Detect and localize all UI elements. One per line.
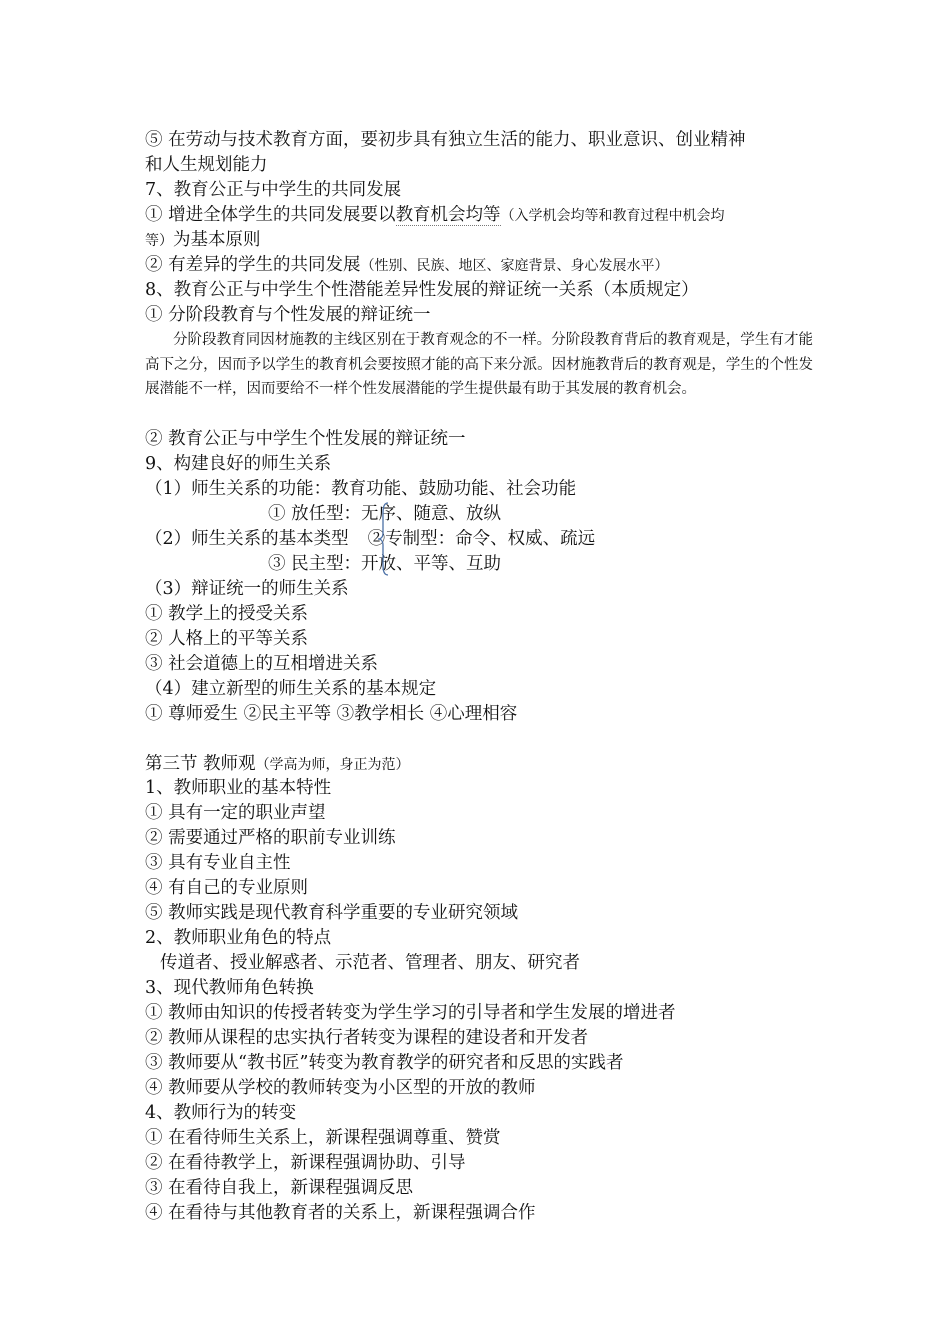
section-heading-1: 1、教师职业的基本特性 — [145, 778, 332, 798]
text-line: ② 需要通过严格的职前专业训练 — [145, 828, 396, 848]
section-heading-9: 9、构建良好的师生关系 — [145, 454, 332, 474]
text-line — [145, 253, 669, 278]
text-line: ① 尊师爱生 ②民主平等 ③教学相长 ④心理相容 — [145, 704, 518, 724]
text-segment: 为基本原则 — [173, 230, 261, 250]
text-line — [145, 228, 261, 253]
text-segment: （2）师生关系的基本类型 — [145, 529, 349, 549]
chapter-heading — [145, 752, 410, 777]
text-segment: ① 增进全体学生的共同发展要以 — [145, 205, 396, 225]
text-line: ① 分阶段教育与个性发展的辩证统一 — [145, 305, 431, 325]
text-line: （3）辩证统一的师生关系 — [145, 579, 349, 599]
type-item-democratic: ③ 民主型：开放、平等、互助 — [268, 554, 502, 574]
text-line: ① 具有一定的职业声望 — [145, 803, 326, 823]
text-line: （4）建立新型的师生关系的基本规定 — [145, 679, 437, 699]
section-heading-2: 2、教师职业角色的特点 — [145, 928, 332, 948]
text-line: ② 教师从课程的忠实执行者转变为课程的建设者和开发者 — [145, 1028, 589, 1048]
text-note: 等） — [145, 233, 173, 249]
body-paragraph: 分阶段教育同因材施教的主线区别在于教育观念的不一样。分阶段教育背后的教育观是，学生有才能高下之分，因而予以学生的教育机会要按照才能的高下来分派。因材施教背后的教育观是，学生的个性发展潜能不一样，因而要给不一样个性发展潜能的学生提供最有助于其发展的教育机会。 — [145, 332, 813, 398]
text-note: （性别、民族、地区、家庭背景、身心发展水平） — [360, 258, 669, 274]
text-note: （入学机会均等和教育过程中机会均 — [500, 208, 725, 224]
text-line: ④ 有自己的专业原则 — [145, 878, 309, 898]
text-line: ④ 在看待与其他教育者的关系上，新课程强调合作 — [145, 1203, 536, 1223]
text-segment: 第三节 教师观 — [145, 754, 256, 774]
type-item-laissez-faire: ① 放任型：无序、随意、放纵 — [268, 504, 502, 524]
brace-icon — [376, 502, 390, 576]
text-line: 传道者、授业解惑者、示范者、管理者、朋友、研究者 — [160, 953, 580, 973]
text-note: （学高为师，身正为范） — [255, 757, 410, 773]
text-line: ② 人格上的平等关系 — [145, 629, 309, 649]
text-line — [145, 527, 595, 551]
section-heading-3: 3、现代教师角色转换 — [145, 978, 314, 998]
text-line: ② 在看待教学上，新课程强调协助、引导 — [145, 1153, 466, 1173]
text-line: ⑤ 教师实践是现代教育科学重要的专业研究领域 — [145, 903, 519, 923]
text-line: ④ 教师要从学校的教师转变为小区型的开放的教师 — [145, 1078, 536, 1098]
section-heading-7: 7、教育公正与中学生的共同发展 — [145, 180, 402, 200]
text-segment-underlined: 教育机会均等 — [395, 205, 501, 225]
text-line: ③ 教师要从“教书匠”转变为教育教学的研究者和反思的实践者 — [145, 1053, 624, 1073]
text-line: ③ 具有专业自主性 — [145, 853, 291, 873]
text-line: ① 教师由知识的传授者转变为学生学习的引导者和学生发展的增进者 — [145, 1003, 676, 1023]
text-line — [145, 203, 725, 228]
text-line: ③ 在看待自我上，新课程强调反思 — [145, 1178, 414, 1198]
section-heading-8: 8、教育公正与中学生个性潜能差异性发展的辩证统一关系（本质规定） — [145, 280, 699, 300]
text-line: （1）师生关系的功能：教育功能、鼓励功能、社会功能 — [145, 479, 577, 499]
text-line: ① 在看待师生关系上，新课程强调尊重、赞赏 — [145, 1128, 501, 1148]
text-line: ⑤ 在劳动与技术教育方面，要初步具有独立生活的能力、职业意识、创业精神 — [145, 130, 746, 150]
text-line: ③ 社会道德上的互相增进关系 — [145, 654, 379, 674]
text-line: ① 教学上的授受关系 — [145, 604, 309, 624]
text-segment: ② 有差异的学生的共同发展 — [145, 255, 361, 275]
section-heading-4: 4、教师行为的转变 — [145, 1103, 297, 1123]
type-item-autocratic: ②专制型：命令、权威、疏远 — [367, 529, 596, 549]
text-line: ② 教育公正与中学生个性发展的辩证统一 — [145, 429, 466, 449]
text-line: 和人生规划能力 — [145, 155, 268, 175]
